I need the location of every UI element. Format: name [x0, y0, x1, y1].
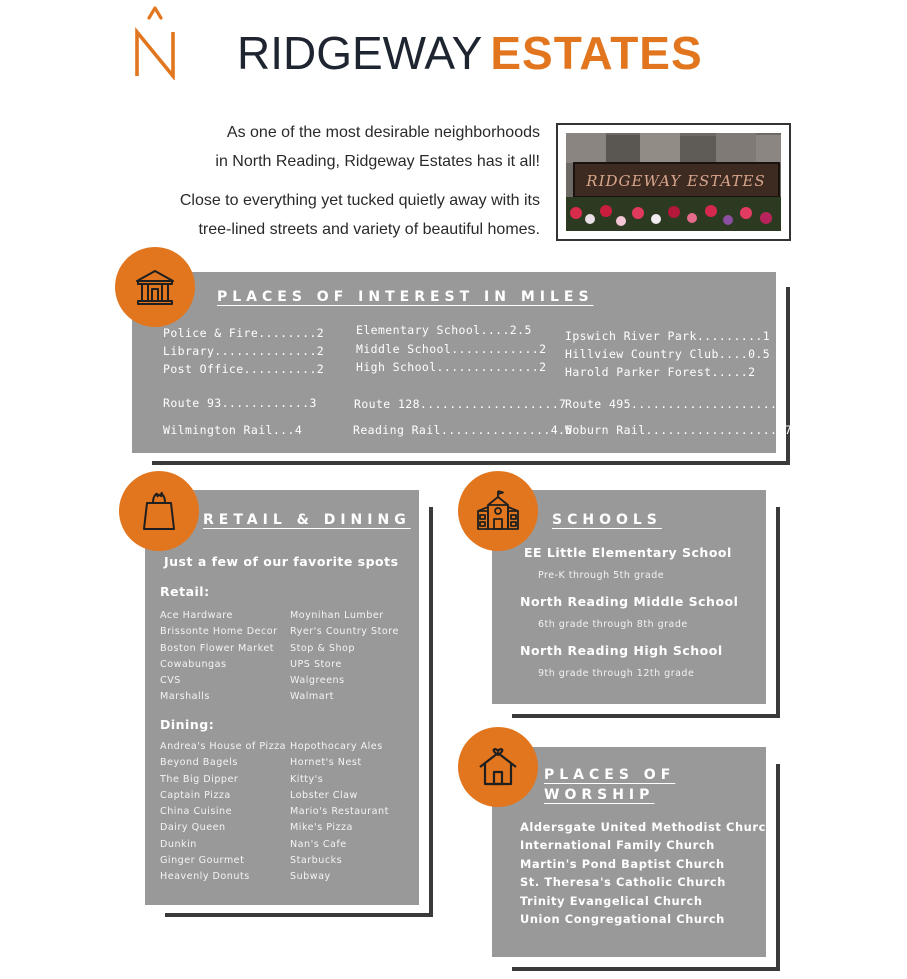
worship-heading-line1: PLACES OF [544, 767, 676, 783]
retail-list-col1 [160, 608, 278, 706]
list-item: Mike's Pizza [290, 822, 353, 834]
list-item: Ace Hardware [160, 610, 233, 621]
poi-heading: PLACES OF INTEREST IN MILES [217, 289, 594, 305]
list-item: Beyond Bagels [160, 757, 238, 769]
list-item: Hopothocary Ales [290, 741, 383, 752]
worship-heading-line2: WORSHIP [544, 787, 655, 803]
list-item: Aldersgate United Methodist Church [520, 820, 775, 834]
list-item: Nan's Cafe [290, 838, 347, 850]
list-item: Lobster Claw [290, 789, 358, 801]
poi-hillview: Hillview Country Club....0.5 [565, 347, 771, 361]
neighborhood-sign-photo [556, 123, 791, 241]
list-item: Union Congregational Church [520, 912, 725, 927]
intro-line-2: in North Reading, Ridgeway Estates has it all! [215, 153, 540, 170]
list-item: Ginger Gourmet [160, 855, 245, 867]
list-item: Subway [290, 871, 331, 883]
poi-harold: Harold Parker Forest.....2 [565, 365, 756, 379]
list-item: Boston Flower Market [160, 642, 274, 654]
list-item: Mario's Restaurant [290, 806, 389, 818]
school-3-grades: 9th grade through 12th grade [538, 668, 695, 679]
intro-paragraph-1 [150, 118, 540, 176]
poi-ipswich: Ipswich River Park.........1 [565, 329, 771, 343]
list-item: China Cuisine [160, 806, 233, 818]
page-title [237, 26, 703, 80]
list-item: Ryer's Country Store [290, 626, 399, 638]
schools-icon-circle [458, 471, 538, 551]
poi-icon-circle [115, 247, 195, 327]
worship-icon-circle [458, 727, 538, 807]
poi-post-office: Post Office..........2 [163, 362, 325, 376]
school-2-name: North Reading Middle School [520, 594, 739, 609]
retail-subtitle: Just a few of our favorite spots [164, 554, 399, 569]
poi-library: Library..............2 [163, 344, 325, 358]
list-item: International Family Church [520, 838, 715, 853]
poi-route128: Route 128...................7 [354, 397, 567, 411]
list-item: UPS Store [290, 658, 342, 670]
poi-woburn: Woburn Rail...................7.5 [565, 423, 807, 437]
list-item: Trinity Evangelical Church [520, 893, 703, 908]
title-part2: ESTATES [490, 27, 703, 79]
poi-elementary: Elementary School....2.5 [356, 323, 532, 337]
poi-police: Police & Fire........2 [163, 326, 325, 340]
list-item: Walgreens [290, 675, 345, 687]
school-1-name: EE Little Elementary School [524, 545, 732, 560]
shopping-bag-icon [135, 487, 183, 535]
intro-line-4: tree-lined streets and variety of beautiful homes. [198, 221, 540, 238]
retail-heading: RETAIL & DINING [203, 512, 411, 528]
retail-label: Retail: [160, 584, 210, 599]
dining-label: Dining: [160, 717, 215, 732]
list-item: The Big Dipper [160, 773, 239, 785]
worship-list [520, 818, 775, 928]
intro-line-1: As one of the most desirable neighborhoods [226, 124, 540, 141]
list-item: Andrea's House of Pizza [160, 741, 287, 752]
retail-icon-circle [119, 471, 199, 551]
list-item: Dairy Queen [160, 822, 226, 834]
poi-route93: Route 93............3 [163, 396, 317, 410]
poi-middle: Middle School............2 [356, 342, 547, 356]
list-item: Captain Pizza [160, 789, 231, 801]
school-1-grades: Pre-K through 5th grade [538, 570, 665, 581]
poi-high: High School..............2 [356, 360, 547, 374]
schools-heading: SCHOOLS [552, 512, 662, 528]
list-item: Heavenly Donuts [160, 871, 250, 883]
dining-list-col2 [290, 739, 389, 886]
school-icon [474, 487, 522, 535]
list-item: Cowabungas [160, 658, 227, 670]
list-item: Walmart [290, 691, 334, 703]
poi-reading: Reading Rail...............4.5 [353, 423, 573, 437]
list-item: Moynihan Lumber [290, 610, 384, 621]
list-item: Dunkin [160, 838, 197, 850]
school-2-grades: 6th grade through 8th grade [538, 619, 688, 630]
logo-icon [130, 4, 180, 80]
list-item: Martin's Pond Baptist Church [520, 856, 725, 871]
list-item: Marshalls [160, 691, 210, 703]
list-item: CVS [160, 675, 181, 687]
school-3-name: North Reading High School [520, 643, 723, 658]
list-item: Kitty's [290, 773, 324, 785]
list-item: Hornet's Nest [290, 757, 362, 769]
poi-wilmington: Wilmington Rail...4 [163, 423, 303, 437]
list-item: Stop & Shop [290, 642, 356, 654]
poi-route495: Route 495....................9 [565, 397, 785, 411]
house-heart-icon [474, 743, 522, 791]
intro-paragraph-2 [120, 186, 540, 244]
list-item: Brissonte Home Decor [160, 626, 278, 638]
title-part1: RIDGEWAY [237, 27, 483, 79]
list-item: St. Theresa's Catholic Church [520, 875, 726, 890]
building-icon [131, 263, 179, 311]
intro-line-3: Close to everything yet tucked quietly away with its [179, 192, 540, 209]
sign-text: RIDGEWAY ESTATES [586, 172, 766, 190]
list-item: Starbucks [290, 855, 343, 867]
retail-list-col2 [290, 608, 399, 706]
dining-list-col1 [160, 739, 286, 886]
